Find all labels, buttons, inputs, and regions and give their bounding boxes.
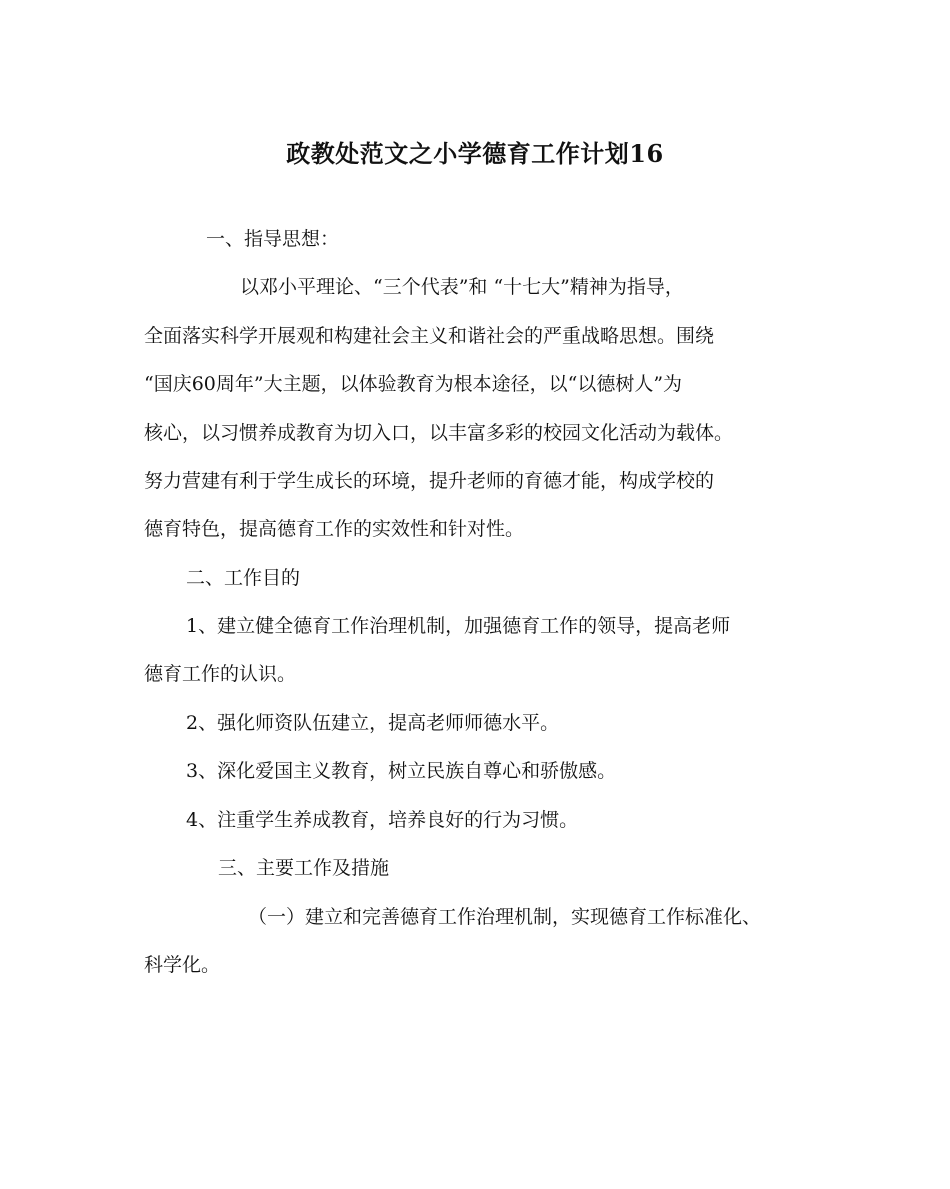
paragraph-line: 德育特色，提高德育工作的实效性和针对性。 (144, 518, 525, 540)
paragraph-line: 全面落实科学开展观和构建社会主义和谐社会的严重战略思想。围绕 (144, 325, 715, 347)
heading-work-goals: 二、工作目的 (186, 567, 301, 589)
paragraph-line: 核心，以习惯养成教育为切入口，以丰富多彩的校园文化活动为载体。 (144, 422, 734, 444)
list-item: 4、注重学生养成教育，培养良好的行为习惯。 (186, 809, 579, 831)
list-item: 3、深化爱国主义教育，树立民族自尊心和骄傲感。 (186, 760, 617, 782)
heading-guiding-thought: 一、指导思想： (206, 228, 340, 250)
list-item: 2、强化师资队伍建立，提高老师师德水平。 (186, 712, 560, 734)
list-item-continuation: 德育工作的认识。 (144, 663, 297, 685)
document-title: 政教处范文之小学德育工作计划16 (286, 139, 664, 168)
paragraph-line: 努力营建有利于学生成长的环境，提升老师的育德才能，构成学校的 (144, 470, 715, 492)
subheading-continuation: 科学化。 (144, 954, 221, 976)
subheading-line: （一）建立和完善德育工作治理机制，实现德育工作标准化、 (248, 906, 762, 928)
paragraph-line: 以邓小平理论、“三个代表”和 “十七大”精神为指导， (240, 276, 684, 298)
heading-main-work: 三、主要工作及措施 (218, 857, 390, 879)
paragraph-line: “国庆60周年”大主题，以体验教育为根本途径，以“以德树人”为 (144, 373, 683, 395)
list-item: 1、建立健全德育工作治理机制，加强德育工作的领导，提高老师 (186, 615, 731, 637)
